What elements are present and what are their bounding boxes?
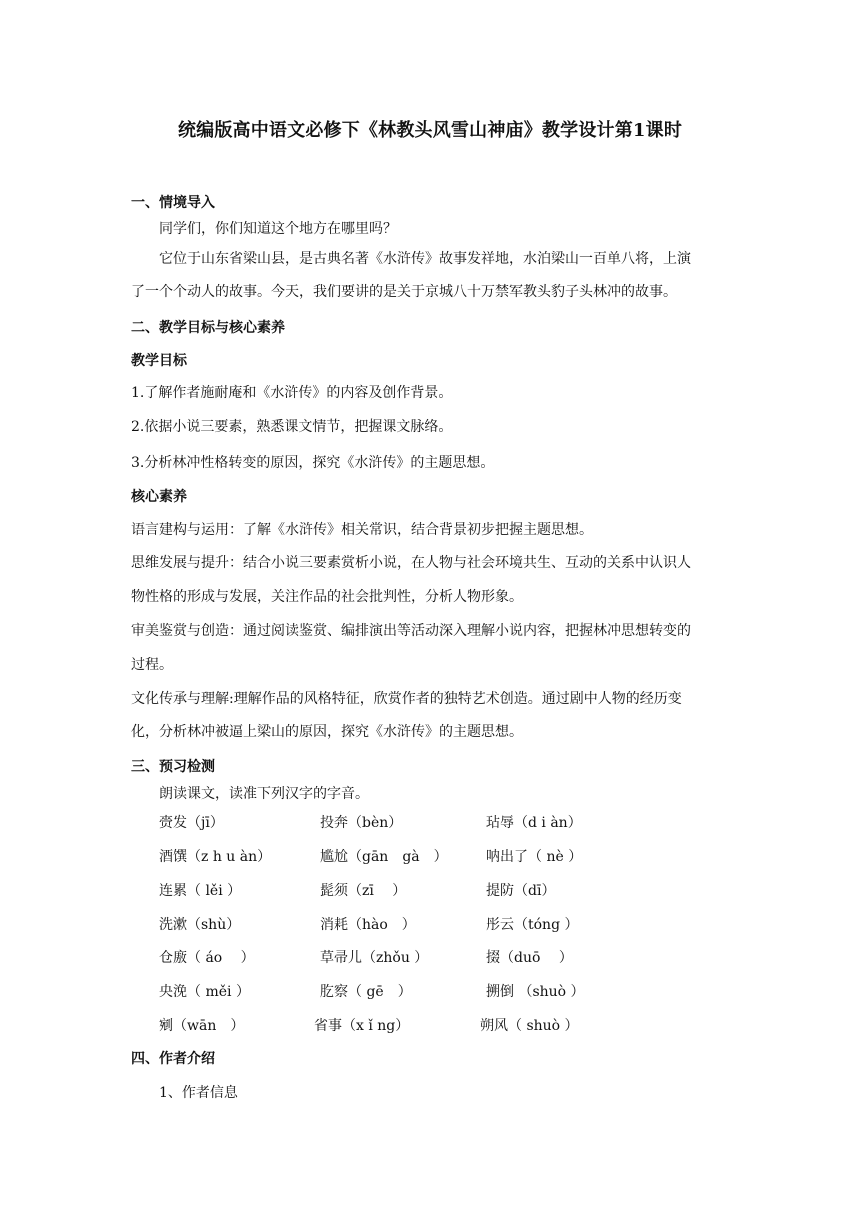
- list-item: 1、作者信息: [159, 1085, 238, 1101]
- paragraph: 朗读课文，读准下列汉字的字音。: [159, 786, 369, 802]
- pinyin-item: 投奔（bèn）: [320, 815, 403, 831]
- pinyin-item: 朔风（ shuò ）: [480, 1018, 579, 1034]
- paragraph: 同学们，你们知道这个地方在哪里吗？: [159, 221, 397, 237]
- section-heading-goals: 二、教学目标与核心素养: [131, 320, 285, 336]
- pinyin-item: 掇（duō ）: [486, 950, 573, 966]
- paragraph: 了一个个动人的故事。今天，我们要讲的是关于京城八十万禁军教头豹子头林冲的故事。: [131, 284, 677, 300]
- core-line: 文化传承与理解:理解作品的风格特征，欣赏作者的独特艺术创造。通过剧中人物的经历变: [131, 691, 682, 707]
- goal-item: 3.分析林冲性格转变的原因，探究《水浒传》的主题思想。: [131, 455, 495, 471]
- pinyin-item: 赍发（jī）: [159, 815, 224, 831]
- core-line: 审美鉴赏与创造：通过阅读鉴赏、编排演出等活动深入理解小说内容，把握林冲思想转变的: [131, 623, 691, 639]
- pinyin-item: 洗漱（shù）: [159, 917, 241, 933]
- section-heading-preview: 三、预习检测: [131, 759, 215, 775]
- section-heading-author: 四、作者介绍: [131, 1051, 215, 1067]
- pinyin-item: 央浼（ měi ）: [159, 984, 250, 1000]
- page-title: 统编版高中语文必修下《林教头风雪山神庙》教学设计第1课时: [177, 120, 683, 141]
- pinyin-item: 提防（dī）: [486, 883, 556, 899]
- pinyin-item: 仓廒（ áo ）: [159, 950, 255, 966]
- core-line: 思维发展与提升：结合小说三要素赏析小说，在人物与社会环境共生、互动的关系中认识人: [131, 555, 691, 571]
- goal-item: 1.了解作者施耐庵和《水浒传》的内容及创作背景。: [131, 385, 453, 401]
- section-heading-intro: 一、情境导入: [131, 195, 215, 211]
- core-line: 语言建构与运用：了解《水浒传》相关常识，结合背景初步把握主题思想。: [131, 522, 593, 538]
- core-line: 化，分析林冲被逼上梁山的原因，探究《水浒传》的主题思想。: [131, 724, 523, 740]
- subheading-goals: 教学目标: [131, 353, 187, 369]
- subheading-core: 核心素养: [131, 489, 187, 505]
- pinyin-item: 草帚儿（zhǒu ）: [320, 950, 429, 966]
- pinyin-item: 消耗（hào ）: [320, 917, 416, 933]
- pinyin-item: 搠倒 （shuò ）: [486, 984, 585, 1000]
- core-line: 过程。: [131, 657, 173, 673]
- pinyin-item: 省事（x ǐ ng）: [314, 1018, 410, 1034]
- pinyin-item: 连累（ lěi ）: [159, 883, 242, 899]
- pinyin-item: 剜（wān ）: [159, 1018, 245, 1034]
- pinyin-item: 彤云（tóng ）: [486, 917, 579, 933]
- paragraph: 它位于山东省梁山县，是古典名著《水浒传》故事发祥地，水泊梁山一百单八将，上演: [159, 251, 691, 267]
- pinyin-item: 呐出了（ nè ）: [486, 849, 583, 865]
- pinyin-item: 酒馔（z h u àn）: [159, 849, 272, 865]
- pinyin-item: 髭须（zī ）: [320, 883, 407, 899]
- pinyin-item: 玷辱（d i àn）: [486, 815, 582, 831]
- goal-item: 2.依据小说三要素，熟悉课文情节，把握课文脉络。: [131, 419, 453, 435]
- pinyin-item: 尴尬（gān gà ）: [320, 849, 448, 865]
- pinyin-item: 肐察（ gē ）: [320, 984, 412, 1000]
- core-line: 物性格的形成与发展，关注作品的社会批判性，分析人物形象。: [131, 589, 523, 605]
